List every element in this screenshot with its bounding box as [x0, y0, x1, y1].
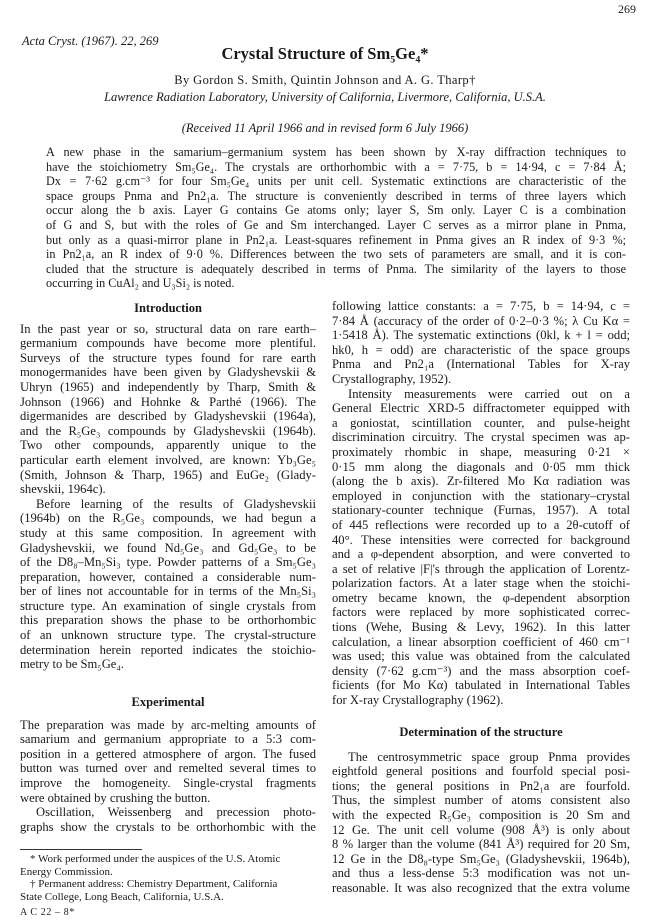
abstract-line: space groups Pnma and Pn2₁a. The structure is conveniently described in terms of three layers which [46, 188, 626, 203]
text-line: ometry became known, the φ-dependent absorption [332, 590, 630, 605]
text-line: In the past year or so, structural data on rare earth– [20, 321, 316, 336]
footnotes [20, 853, 320, 903]
text-line: was used; this value was obtained from the calculated [332, 649, 630, 664]
text-line: Surveys of the structure types found for rare earth [20, 350, 316, 365]
structure-determination-section [332, 725, 630, 896]
text-line: (along the b axis). Zr-filtered Mo Kα radiation was [332, 474, 630, 489]
abstract [46, 145, 626, 291]
text-line: 12 Ge. The unit cell volume (908 Å³) is only about [332, 822, 630, 837]
footnote-line: † Permanent address: Chemistry Department, California [30, 878, 278, 891]
text-line: a set of relative |F|'s through the application of Lorentz- [332, 561, 630, 576]
signature-mark: A C 22 – 8* [20, 907, 75, 918]
text-line: The centrosymmetric space group Pnma provides [348, 749, 630, 764]
text-line: Pnma and Pn2₁a (International Tables for X-ray [332, 357, 630, 372]
received-date: (Received 11 April 1966 and in revised form 6 July 1966) [181, 121, 469, 135]
abstract-line: occur along the b axis. Layer G contains Ge atoms only; layer S, Sm only. Layer C is a combination [46, 203, 626, 218]
text-line: Gladyshevskii, we found Nd₅Ge₃ and Gd₅Ge₃ to be [20, 540, 316, 555]
text-line: ber of lines not accountable for in terms of the Mn₅Si₃ [20, 584, 316, 599]
text-line: 7·84 Å (accuracy of the order of 0·2–0·3 %; λ Cu Kα = [332, 313, 630, 328]
text-line: reasonable. It was also recognized that the extra volume [332, 880, 630, 895]
text-line: and a φ-dependent absorption, and were converted to [332, 547, 630, 562]
text-line: density (7·62 g.cm⁻³) and the mass absorption coef- [332, 663, 630, 678]
experimental-section [20, 695, 316, 834]
text-line: Crystallography, 1952). [332, 371, 452, 386]
text-line: eightfold general positions and fourfold special posi- [332, 764, 630, 779]
text-line: for X-ray Crystallography (1962). [332, 693, 504, 708]
text-line: improve the homogeneity. Single-crystal fragments [20, 775, 316, 790]
text-line: proximately rhombic in shape, measuring 0·21 × [332, 444, 630, 459]
text-line: position in a gettered atmosphere of argon. The fused [20, 746, 316, 761]
text-line: Two other compounds, apparently unique to the [20, 438, 316, 453]
text-line: shevskii, 1964c). [20, 482, 106, 497]
text-line: 8 % larger than the volume (841 Å³) required for 20 Sm, [332, 837, 630, 852]
text-line: metry to be Sm₅Ge₄. [20, 657, 124, 672]
text-line: 1·5418 Å). The systematic extinctions (0kl, k + l = odd; [332, 328, 630, 343]
text-line: hk0, h = odd) are characteristic of the space groups [332, 342, 630, 357]
experimental-continued [332, 299, 630, 708]
text-line: calculation, a linear absorption coefficient of 460 cm⁻¹ [332, 634, 630, 649]
abstract-line: Dx = 7·62 g.cm⁻³ for four Sm₅Ge₄ units per unit cell. Systematic extinctions are characteristic of the [46, 174, 626, 189]
text-line: Intensity measurements were carried out on a [348, 386, 630, 401]
text-line: The preparation was made by arc-melting amounts of [20, 717, 316, 732]
text-line: monogermanides have been given by Gladyshevskii & [20, 365, 316, 380]
text-line: button was turned over and remelted several times to [20, 761, 316, 776]
text-line: and thus a less-dense 5:3 modification was not un- [332, 866, 630, 881]
text-line: tions; the general positions in Pn2₁a are fourfold. [332, 778, 630, 793]
text-line: determination herein reported indicates the stoichio- [20, 642, 316, 657]
text-line: graphs show the crystals to be orthorhombic with the [20, 819, 316, 834]
text-line: Before learning of the results of Gladyshevskii [36, 496, 316, 511]
text-line: samarium and germanium appropriate to a 5:3 com- [20, 732, 316, 747]
text-line: a goniostat, scintillation counter, and pulse-height [332, 415, 630, 430]
text-line: digermanides are described by Gladyshevskii (1964a), [20, 409, 316, 424]
text-line: study at this same composition. In agreement with [20, 525, 316, 540]
footnote-line: * Work performed under the auspices of the U.S. Atomic [30, 853, 281, 865]
author-line: By Gordon S. Smith, Quintin Johnson and A. G. Tharp† [174, 73, 476, 87]
text-line: were obtained by crushing the button. [20, 790, 211, 805]
footnote-line: State College, Long Beach, California, U.S.A. [20, 890, 224, 903]
structure-determination-heading: Determination of the structure [399, 725, 563, 739]
experimental-heading: Experimental [131, 695, 205, 709]
text-line: with the expected R₅Ge₃ composition is 20 Sm and [332, 807, 630, 822]
text-line: factors were replaced by more sophisticated correc- [332, 605, 630, 620]
journal-reference: Acta Cryst. (1967). 22, 269 [22, 34, 159, 48]
abstract-line: cluded that the structure is adequately described in terms of Pnma. The similarity of the layers to those [46, 261, 626, 276]
text-line: Uhryn (1965) and independently by Tharp, Smith & [20, 379, 316, 394]
text-line: General Electric XRD-5 diffractometer equipped with [332, 401, 630, 416]
text-line: Thus, the simplest number of atoms consistent also [332, 793, 630, 808]
text-line: 40°. These intensities were corrected for background [332, 532, 630, 547]
text-line: of 445 reflections were recorded up to a 2θ-cutoff of [332, 517, 630, 532]
abstract-line: occurring in CuAl₂ and U₃Si₂ is noted. [46, 276, 235, 291]
text-line: germanium compounds have become more plentiful. [20, 336, 316, 351]
text-line: following lattice constants: a = 7·75, b = 14·94, c = [332, 299, 630, 313]
text-line: structure type. An examination of single crystals from [20, 598, 316, 613]
abstract-line: but only as a quasi-mirror plane in Pn2₁a. Least-squares refinement in Pnma gives an R index of 9·3 %; [46, 232, 626, 247]
text-line: Oscillation, Weissenberg and precession photo- [36, 805, 316, 820]
article-title: Crystal Structure of Sm₅Ge₄* [221, 44, 429, 63]
introduction-heading: Introduction [134, 301, 202, 315]
abstract-line: A new phase in the samarium–germanium system has been shown by X-ray diffraction techniques to [46, 145, 626, 159]
text-line: 0·15 mm along the diagonals and 0·05 mm thick [332, 459, 630, 474]
text-line: and the R₅Ge₃ compounds by Gladyshevskii (1964b). [20, 423, 316, 438]
abstract-line: of G and S, but with the roles of Ge and Sm interchanged. Layer C serves as a mirror plane in Pnma, [46, 217, 626, 232]
text-line: of an unknown structure type. The crystal-structure [20, 628, 316, 643]
text-line: this preparation shows the phase to be orthorhombic [20, 613, 316, 628]
text-line: particular earth element involved, are known: Yb₃Ge₅ [20, 452, 316, 467]
text-line: discrimination circuitry. The crystal specimen was ap- [332, 430, 630, 445]
text-line: preparation, however, contained a considerable num- [20, 569, 316, 584]
abstract-line: in Pn2₁a, an R index of 9·0 %. Differences between the two sets of parameters are small, and it is con- [46, 247, 626, 262]
footnote-line: Energy Commission. [20, 865, 113, 878]
text-line: polarization factors. At a later stage when the stoichi- [332, 576, 630, 591]
text-line: (Smith, Johnson & Tharp, 1965) and EuGe₂ (Glady- [20, 467, 316, 482]
footnote-rule [20, 849, 142, 850]
text-line: ficients (for Mo Kα) tabulated in International Tables [332, 678, 630, 693]
page-number: 269 [618, 2, 636, 16]
text-line: Johnson (1966) and Hohnke & Parthé (1966). The [20, 394, 316, 409]
text-line: of the D8₈–Mn₅Si₃ type. Powder patterns of a Sm₅Ge₃ [20, 555, 316, 570]
text-line: employed in conjunction with the stationary–crystal [332, 488, 630, 503]
text-line: 12 Ge in the D8₈-type Sm₅Ge₃ (Gladyshevskii, 1964b), [332, 851, 630, 866]
text-line: stationary-counter technique (Furnas, 1957). A total [332, 503, 630, 518]
text-line: tions (Wehe, Busing & Levy, 1962). In this latter [332, 620, 630, 635]
affiliation: Lawrence Radiation Laboratory, University of California, Livermore, California, U.S.A. [104, 90, 546, 104]
introduction-section [20, 301, 316, 672]
text-line: (1964b) on the R₅Ge₃ compounds, we had begun a [20, 511, 316, 526]
abstract-line: have the stoichiometry Sm₅Ge₄. The crystals are orthorhombic with a = 7·75, b = 14·94, c = 7·84 Å; [46, 159, 626, 174]
